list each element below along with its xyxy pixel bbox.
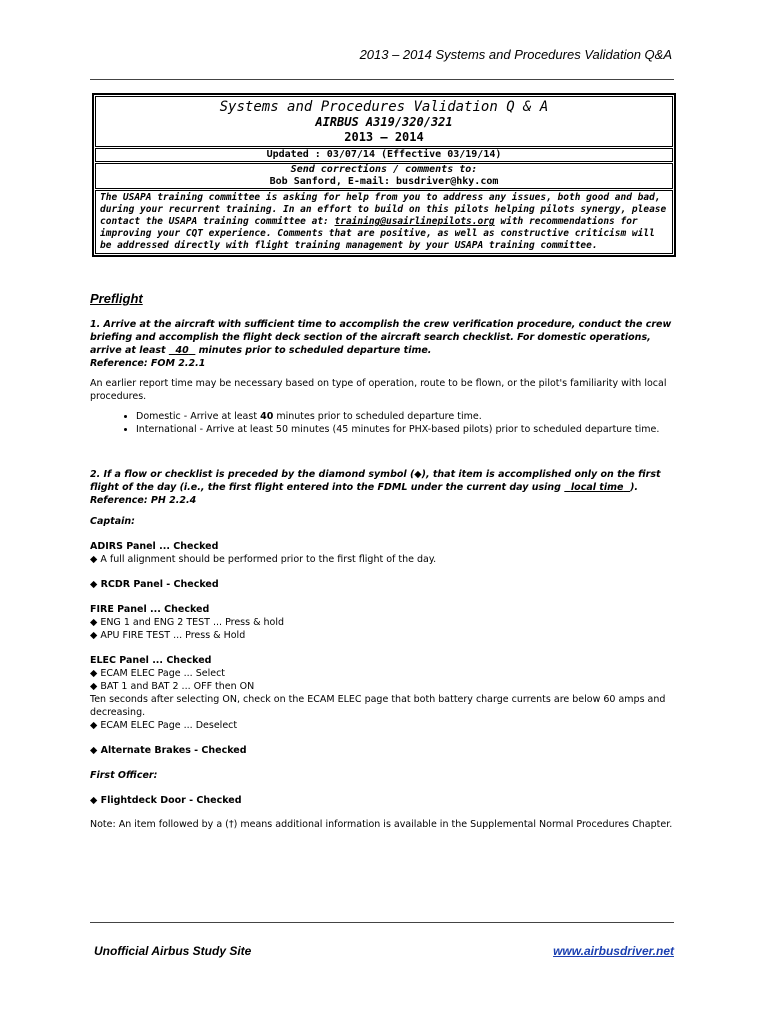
footer-rule [90, 922, 674, 923]
years-line: 2013 – 2014 [344, 130, 424, 144]
adirs-title: ADIRS Panel ... Checked [90, 541, 219, 552]
contact-cell [95, 163, 673, 189]
elec-note: Ten seconds after selecting ON, check on the ECAM ELEC page that both battery charge currents are below 60 amps and decreasing. [90, 694, 666, 718]
notice-text: The USAPA training committee is asking for help from you to address any issues, both good and bad, during your recurrent training. In an effort to build on this pilots helping pilots synergy, please contact the USAPA training committee at: training@usairlinepilots.org with recommendations for improving your CQT experience. Comments that are positive, as well as constructive criticism will be addressed directly with flight training management by your USAPA training committee. [95, 190, 673, 254]
aircraft-line: AIRBUS A319/320/321 [315, 115, 453, 129]
adirs-item: ◆ A full alignment should be performed prior to the first flight of the day. [90, 554, 437, 565]
title-cell [95, 96, 673, 147]
captain-label: Captain: [90, 516, 135, 527]
alternate-brakes: ◆ Alternate Brakes - Checked [90, 745, 247, 756]
fire-item: ◆ ENG 1 and ENG 2 TEST ... Press & hold [90, 617, 285, 628]
footer-site-name: Unofficial Airbus Study Site [94, 944, 252, 958]
question-1: 1. Arrive at the aircraft with sufficient time to accomplish the crew verification procedure, conduct the crew briefing and accomplish the flight deck section of the aircraft search checklist. For domestic operations, arrive at least 40 minutes prior to scheduled departure time. Reference: FOM 2.2.1 An earlier report time may be necessary based on type of operation, route to be flown, or the pilot's familiarity with local procedures. • Domestic - Arrive at least 40 minutes prior to scheduled departure time. • International - Arrive at least 50 minutes (45 minutes for PHX-based pilots) prior to scheduled departure time. [90, 318, 680, 436]
fire-item: ◆ APU FIRE TEST ... Press & Hold [90, 630, 246, 641]
answer-blank: 40 [175, 345, 189, 356]
updated-line: Updated : 03/07/14 (Effective 03/19/14) [95, 148, 673, 162]
elec-title: ELEC Panel ... Checked [90, 655, 212, 666]
send-corrections: Send corrections / comments to: [290, 164, 478, 175]
flightdeck-door: ◆ Flightdeck Door - Checked [90, 795, 242, 806]
footer-link[interactable]: www.airbusdriver.net [553, 944, 674, 958]
elec-item: ◆ ECAM ELEC Page ... Select [90, 668, 226, 679]
fire-title: FIRE Panel ... Checked [90, 604, 210, 615]
answer-text: An earlier report time may be necessary based on type of operation, route to be flown, or the pilot's familiarity with local procedures. [90, 378, 667, 402]
section-title: Preflight [90, 291, 143, 306]
title-box [92, 93, 676, 257]
contact-line: Bob Sanford, E-mail: busdriver@hky.com [269, 176, 499, 187]
answer-blank: local time [570, 482, 624, 493]
list-item: • International - Arrive at least 50 minutes (45 minutes for PHX-based pilots) prior to scheduled departure time. [136, 424, 680, 437]
list-item: • Domestic - Arrive at least 40 minutes prior to scheduled departure time. [136, 411, 680, 424]
elec-item: ◆ BAT 1 and BAT 2 ... OFF then ON [90, 681, 255, 692]
elec-item: ◆ ECAM ELEC Page ... Deselect [90, 720, 238, 731]
note-text: Note: An item followed by a (†) means additional information is available in the Supplemental Normal Procedures Chapter. [90, 819, 673, 830]
rcdr-title: ◆ RCDR Panel - Checked [90, 579, 219, 590]
running-header: 2013 – 2014 Systems and Procedures Validation Q&A [359, 47, 672, 62]
reference: Reference: PH 2.2.4 [90, 495, 197, 506]
bullet-list [90, 411, 680, 436]
question-2: 2. If a flow or checklist is preceded by the diamond symbol (◆), that item is accomplished only on the first flight of the day (i.e., the first flight entered into the FDML under the current day using local time ). Reference: PH 2.2.4 Captain: ADIRS Panel ... Checked ◆ A full alignment should be performed prior to the first flight of the day. ◆ RCDR Panel - Checked FIRE Panel ... Checked ◆ ENG 1 and ENG 2 TEST ... Press & hold ◆ APU FIRE TEST ... Press & Hold ELEC Panel ... Checked ◆ ECAM ELEC Page ... Select ◆ BAT 1 and BAT 2 ... OFF then ON Ten seconds after selecting ON, check on the ECAM ELEC page that both battery charge currents are below 60 amps and decreasing. ◆ ECAM ELEC Page ... Deselect ◆ Alternate Brakes - Checked First Officer: ◆ Flightdeck Door - Checked Note: An item followed by a (†) means additional information is available in the Supplemental Normal Procedures Chapter. [90, 468, 680, 831]
reference: Reference: FOM 2.2.1 [90, 358, 206, 369]
training-email-link[interactable]: training@usairlinepilots.org [334, 216, 495, 228]
header-rule [90, 79, 674, 80]
doc-title: Systems and Procedures Validation Q & A [219, 99, 549, 115]
first-officer-label: First Officer: [90, 770, 158, 781]
